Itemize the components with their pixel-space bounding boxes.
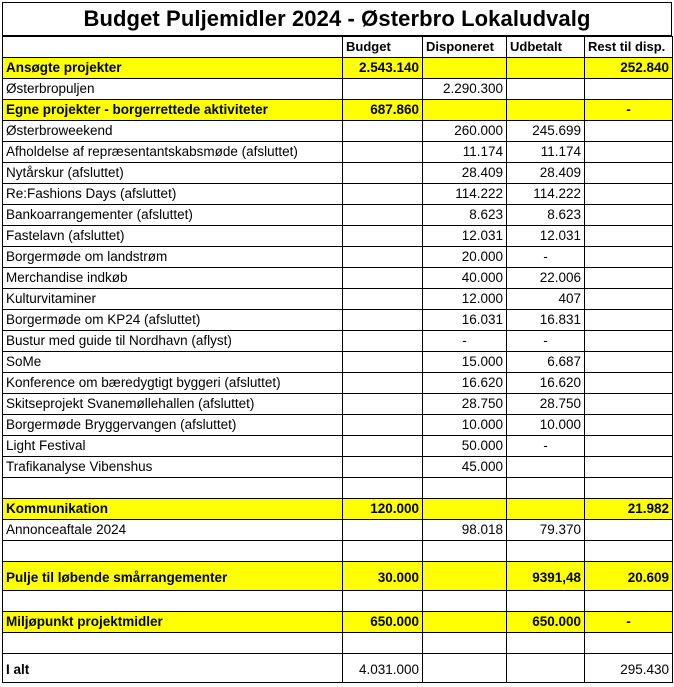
disponeret-cell: - (423, 331, 507, 352)
udbetalt-cell: 650.000 (507, 612, 585, 633)
sheet-title: Budget Puljemidler 2024 - Østerbro Lokaludvalg (2, 2, 672, 36)
udbetalt-cell: 12.031 (507, 226, 585, 247)
budget-cell: 650.000 (343, 612, 423, 633)
rest-cell (585, 415, 673, 436)
row-label: Skitseprojekt Svanemøllehallen (afsluttet) (3, 394, 343, 415)
budget-cell (343, 352, 423, 373)
udbetalt-cell: - (507, 331, 585, 352)
row-label: Re:Fashions Days (afsluttet) (3, 184, 343, 205)
table-row (3, 184, 673, 205)
disponeret-cell (423, 633, 507, 654)
row-label: Borgermøde Bryggervangen (afsluttet) (3, 415, 343, 436)
rest-cell (585, 478, 673, 499)
rest-cell (585, 436, 673, 457)
udbetalt-cell (507, 591, 585, 612)
row-label: Kulturvitaminer (3, 289, 343, 310)
rest-cell: 252.840 (585, 58, 673, 79)
disponeret-cell (423, 541, 507, 562)
table-row (3, 457, 673, 478)
rest-cell (585, 142, 673, 163)
disponeret-cell (423, 58, 507, 79)
udbetalt-cell: 407 (507, 289, 585, 310)
disponeret-cell (423, 478, 507, 499)
disponeret-cell (423, 612, 507, 633)
row-label: I alt (3, 654, 343, 683)
udbetalt-cell (507, 100, 585, 121)
rest-cell (585, 394, 673, 415)
row-label: Miljøpunkt projektmidler (3, 612, 343, 633)
header-cell-budget: Budget (343, 37, 423, 58)
table-row (3, 289, 673, 310)
udbetalt-cell (507, 58, 585, 79)
row-label: Bustur med guide til Nordhavn (aflyst) (3, 331, 343, 352)
budget-cell (343, 591, 423, 612)
table-row (3, 331, 673, 352)
udbetalt-cell (507, 457, 585, 478)
budget-cell (343, 633, 423, 654)
budget-cell (343, 205, 423, 226)
rest-cell (585, 331, 673, 352)
udbetalt-cell (507, 541, 585, 562)
header-cell-rest: Rest til disp. (585, 37, 673, 58)
row-label: Merchandise indkøb (3, 268, 343, 289)
rest-cell (585, 163, 673, 184)
table-row (3, 79, 673, 100)
header-cell-udbetalt: Udbetalt (507, 37, 585, 58)
udbetalt-cell: 10.000 (507, 415, 585, 436)
disponeret-cell (423, 591, 507, 612)
disponeret-cell: 15.000 (423, 352, 507, 373)
udbetalt-cell (507, 79, 585, 100)
row-label: Østerbropuljen (3, 79, 343, 100)
rest-cell (585, 591, 673, 612)
row-label: Egne projekter - borgerrettede aktiviteter (3, 100, 343, 121)
budget-cell (343, 121, 423, 142)
table-row (3, 591, 673, 612)
udbetalt-cell: 16.620 (507, 373, 585, 394)
table-row (3, 373, 673, 394)
rest-cell (585, 633, 673, 654)
row-label: Borgermøde om KP24 (afsluttet) (3, 310, 343, 331)
row-label: Østerbroweekend (3, 121, 343, 142)
row-label: Nytårskur (afsluttet) (3, 163, 343, 184)
udbetalt-cell: 6.687 (507, 352, 585, 373)
row-label: Borgermøde om landstrøm (3, 247, 343, 268)
row-label: Afholdelse af repræsentantskabsmøde (afsluttet) (3, 142, 343, 163)
disponeret-cell: 12.000 (423, 289, 507, 310)
table-row (3, 142, 673, 163)
budget-cell (343, 268, 423, 289)
disponeret-cell: 16.620 (423, 373, 507, 394)
header-row (3, 37, 673, 58)
table-row (3, 633, 673, 654)
budget-cell (343, 373, 423, 394)
rest-cell (585, 226, 673, 247)
budget-cell (343, 163, 423, 184)
rest-cell (585, 541, 673, 562)
udbetalt-cell: 245.699 (507, 121, 585, 142)
disponeret-cell: 260.000 (423, 121, 507, 142)
table-row (3, 562, 673, 591)
row-label: Pulje til løbende smårrangementer (3, 562, 343, 591)
budget-cell (343, 247, 423, 268)
table-row (3, 247, 673, 268)
rest-cell: 295.430 (585, 654, 673, 683)
table-row (3, 121, 673, 142)
disponeret-cell: 28.750 (423, 394, 507, 415)
budget-cell (343, 289, 423, 310)
udbetalt-cell (507, 499, 585, 520)
udbetalt-cell (507, 633, 585, 654)
udbetalt-cell: - (507, 436, 585, 457)
udbetalt-cell (507, 478, 585, 499)
disponeret-cell: 8.623 (423, 205, 507, 226)
budget-cell (343, 331, 423, 352)
disponeret-cell: 12.031 (423, 226, 507, 247)
row-label: Light Festival (3, 436, 343, 457)
disponeret-cell: 98.018 (423, 520, 507, 541)
disponeret-cell: 50.000 (423, 436, 507, 457)
disponeret-cell: 10.000 (423, 415, 507, 436)
table-row (3, 310, 673, 331)
udbetalt-cell: 28.750 (507, 394, 585, 415)
rest-cell (585, 184, 673, 205)
udbetalt-cell: 114.222 (507, 184, 585, 205)
table-row (3, 612, 673, 633)
udbetalt-cell: 16.831 (507, 310, 585, 331)
rest-cell (585, 121, 673, 142)
budget-cell (343, 457, 423, 478)
rest-cell (585, 268, 673, 289)
table-row (3, 415, 673, 436)
disponeret-cell: 11.174 (423, 142, 507, 163)
disponeret-cell: 2.290.300 (423, 79, 507, 100)
budget-cell: 120.000 (343, 499, 423, 520)
rest-cell (585, 205, 673, 226)
table-row (3, 205, 673, 226)
budget-cell (343, 478, 423, 499)
budget-cell: 4.031.000 (343, 654, 423, 683)
row-label: Trafikanalyse Vibenshus (3, 457, 343, 478)
row-label: Konference om bæredygtigt byggeri (afsluttet) (3, 373, 343, 394)
row-label: Kommunikation (3, 499, 343, 520)
budget-cell (343, 415, 423, 436)
budget-cell (343, 184, 423, 205)
udbetalt-cell (507, 654, 585, 683)
budget-cell (343, 541, 423, 562)
udbetalt-cell: 8.623 (507, 205, 585, 226)
budget-cell (343, 79, 423, 100)
rest-cell (585, 289, 673, 310)
disponeret-cell: 20.000 (423, 247, 507, 268)
table-row (3, 541, 673, 562)
table-row (3, 478, 673, 499)
rest-cell (585, 352, 673, 373)
budget-cell: 30.000 (343, 562, 423, 591)
budget-cell (343, 520, 423, 541)
rest-cell (585, 310, 673, 331)
table-row (3, 268, 673, 289)
table-row (3, 58, 673, 79)
row-label: Fastelavn (afsluttet) (3, 226, 343, 247)
disponeret-cell: 28.409 (423, 163, 507, 184)
budget-table (2, 36, 673, 683)
rest-cell: 20.609 (585, 562, 673, 591)
udbetalt-cell: 22.006 (507, 268, 585, 289)
row-label (3, 541, 343, 562)
row-label (3, 591, 343, 612)
udbetalt-cell: - (507, 247, 585, 268)
rest-cell: 21.982 (585, 499, 673, 520)
row-label: Bankoarrangementer (afsluttet) (3, 205, 343, 226)
table-row (3, 163, 673, 184)
row-label: SoMe (3, 352, 343, 373)
table-row (3, 499, 673, 520)
disponeret-cell (423, 654, 507, 683)
budget-cell (343, 142, 423, 163)
budget-cell: 687.860 (343, 100, 423, 121)
udbetalt-cell: 28.409 (507, 163, 585, 184)
row-label: Ansøgte projekter (3, 58, 343, 79)
table-row (3, 654, 673, 683)
disponeret-cell: 40.000 (423, 268, 507, 289)
disponeret-cell (423, 562, 507, 591)
row-label (3, 478, 343, 499)
budget-cell (343, 436, 423, 457)
table-row (3, 436, 673, 457)
udbetalt-cell: 11.174 (507, 142, 585, 163)
disponeret-cell: 45.000 (423, 457, 507, 478)
table-row (3, 352, 673, 373)
row-label: Annonceaftale 2024 (3, 520, 343, 541)
disponeret-cell: 16.031 (423, 310, 507, 331)
udbetalt-cell: 9391,48 (507, 562, 585, 591)
budget-cell (343, 394, 423, 415)
budget-cell (343, 310, 423, 331)
rest-cell (585, 373, 673, 394)
row-label (3, 633, 343, 654)
rest-cell (585, 79, 673, 100)
budget-cell (343, 226, 423, 247)
rest-cell (585, 520, 673, 541)
rest-cell: - (585, 612, 673, 633)
disponeret-cell (423, 100, 507, 121)
table-row (3, 226, 673, 247)
rest-cell: - (585, 100, 673, 121)
rest-cell (585, 457, 673, 478)
table-row (3, 520, 673, 541)
budget-sheet (2, 2, 672, 683)
rest-cell (585, 247, 673, 268)
table-row (3, 394, 673, 415)
header-cell-label (3, 37, 343, 58)
budget-cell: 2.543.140 (343, 58, 423, 79)
header-cell-disponeret: Disponeret (423, 37, 507, 58)
disponeret-cell (423, 499, 507, 520)
table-row (3, 100, 673, 121)
disponeret-cell: 114.222 (423, 184, 507, 205)
udbetalt-cell: 79.370 (507, 520, 585, 541)
